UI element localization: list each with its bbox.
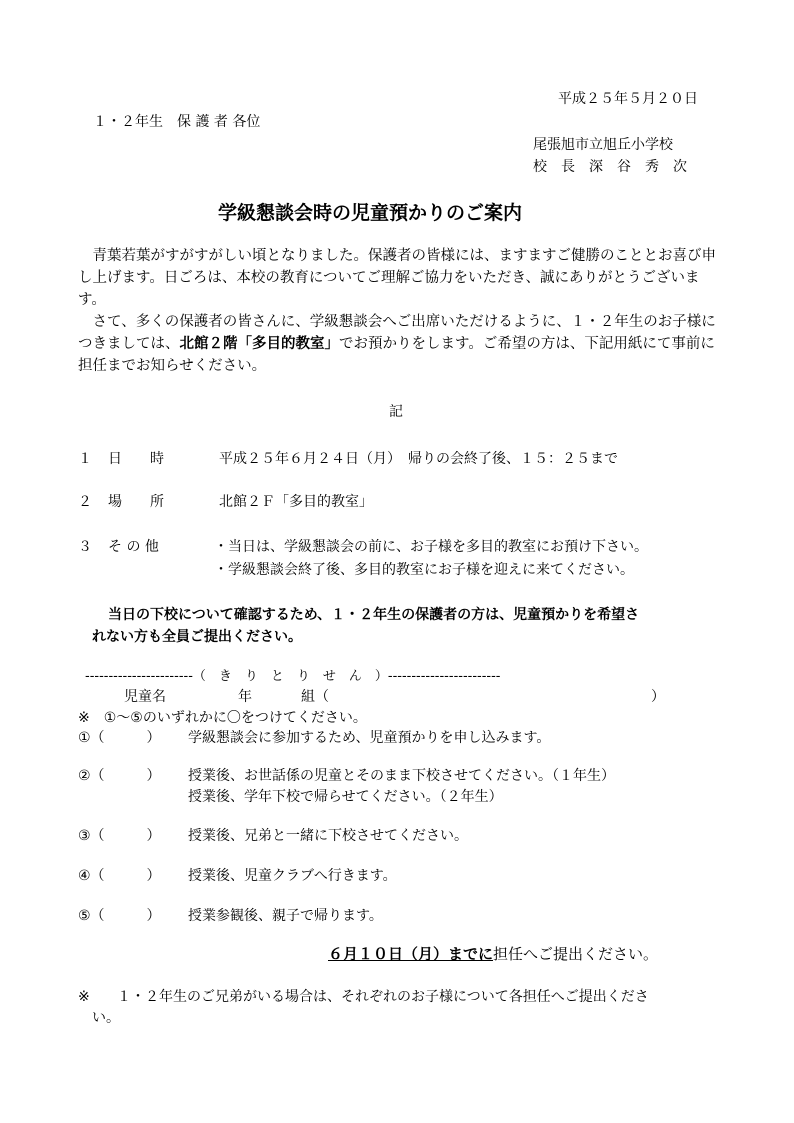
detail-3-number: ３ xyxy=(78,539,92,555)
ki-heading: 記 xyxy=(389,404,403,420)
document-title: 学級懇談会時の児童預かりのご案内 xyxy=(218,202,523,224)
intro-paragraph-1: 青葉若葉がすがすがしい頃となりました。保護者の皆様には、ますますご健勝のこととお喜び申し上げます。日ごろは、本校の教育についてご理解ご協力をいただき、誠にありがとうございます。 xyxy=(78,248,716,308)
detail-1-number: １ xyxy=(78,451,92,467)
option-2-mark[interactable]: ②（ ） xyxy=(78,768,161,784)
footnote-line-1: １・２年生のご兄弟がいる場合は、それぞれのお子様について各担任へご提出くださ xyxy=(117,989,649,1005)
option-5-text: 授業参観後、親子で帰ります。 xyxy=(188,908,383,924)
intro-text xyxy=(78,245,718,377)
option-4-text: 授業後、児童クラブへ行きます。 xyxy=(188,868,397,884)
detail-2-text: 北館２Ｆ「多目的教室」 xyxy=(219,494,373,510)
grade-label: 年 xyxy=(238,689,252,705)
class-label: 組（ xyxy=(301,689,329,705)
intro-paragraph-2: さて、多くの保護者の皆さんに、学級懇談会へご出席いただけるように、１・２年生のお子様につきましては、北館２階「多目的教室」でお預かりをします。ご希望の方は、下記用紙にて事前に担任までお知らせください。 xyxy=(78,314,716,374)
detail-1-label: 日 時 xyxy=(108,451,164,467)
deadline-date: ６月１０日（月）までに xyxy=(328,945,494,963)
detail-3-text: ・当日は、学級懇談会の前に、お子様を多目的教室にお預け下さい。 xyxy=(214,539,648,555)
detail-2-number: ２ xyxy=(78,494,92,510)
notice-line-1: 当日の下校について確認するため、１・２年生の保護者の方は、児童預かりを希望さ xyxy=(108,607,640,623)
cut-line: -----------------------（ き り と り せ ん ）------------------------ xyxy=(85,669,501,684)
footnote-mark: ※ xyxy=(78,989,90,1005)
deadline-rest: 担任へご提出ください。 xyxy=(493,945,659,963)
name-close-paren: ） xyxy=(651,689,665,705)
location-highlight: 北館２階「多目的教室」 xyxy=(179,336,339,352)
option-1-mark[interactable]: ①（ ） xyxy=(78,730,161,746)
deadline xyxy=(328,944,658,964)
addressee: １・２年生 保 護 者 各位 xyxy=(93,114,261,130)
footnote-line-2: い。 xyxy=(92,1010,120,1026)
detail-3-label: そ の 他 xyxy=(108,539,159,555)
option-4-mark[interactable]: ④（ ） xyxy=(78,868,161,884)
principal-name: 校 長 深 谷 秀 次 xyxy=(533,159,687,175)
option-2-text-2: 授業後、学年下校で帰らせてください。（２年生） xyxy=(188,789,503,805)
school-name: 尾張旭市立旭丘小学校 xyxy=(533,137,673,153)
option-1-text: 学級懇談会に参加するため、児童預かりを申し込みます。 xyxy=(188,730,551,746)
detail-2-label: 場 所 xyxy=(108,494,164,510)
notice-line-2: れない方も全員ご提出ください。 xyxy=(92,629,302,645)
form-instruction: ※ ①～⑤のいずれかに〇をつけてください。 xyxy=(78,710,367,726)
detail-1-text: 平成２５年６月２４日（月） 帰りの会終了後、１５：２５まで xyxy=(219,451,618,467)
document-date: 平成２５年５月２０日 xyxy=(558,91,698,107)
child-name-label: 児童名 xyxy=(124,689,166,705)
detail-3-text-2: ・学級懇談会終了後、多目的教室にお子様を迎えに来てください。 xyxy=(214,562,634,578)
option-3-text: 授業後、兄弟と一緒に下校させてください。 xyxy=(188,828,468,844)
option-2-text: 授業後、お世話係の児童とそのまま下校させてください。（１年生） xyxy=(188,768,615,784)
option-5-mark[interactable]: ⑤（ ） xyxy=(78,908,161,924)
option-3-mark[interactable]: ③（ ） xyxy=(78,828,161,844)
